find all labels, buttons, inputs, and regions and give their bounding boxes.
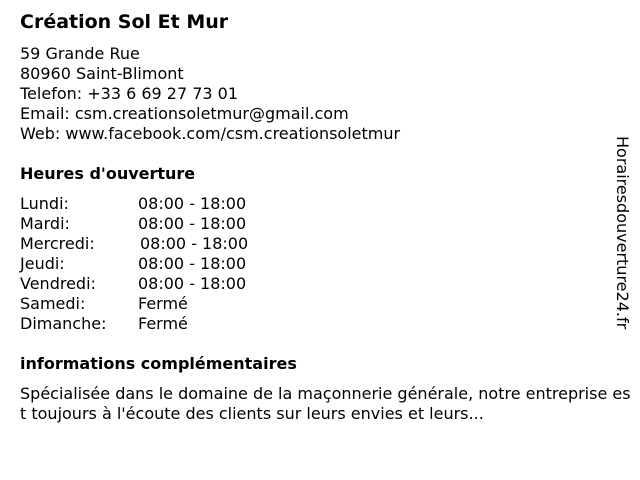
address-city: 80960 Saint-Blimont [20,64,184,83]
hours-day: Mercredi: [20,234,95,253]
hours-time: 08:00 - 18:00 [138,214,247,233]
web-line: Web: www.facebook.com/csm.creationsoletmur [20,124,401,143]
hours-time: 08:00 - 18:00 [138,254,247,273]
phone-line: Telefon: +33 6 69 27 73 01 [20,84,239,103]
additional-info-heading: informations complémentaires [20,354,297,373]
address-street: 59 Grande Rue [20,44,140,63]
opening-hours-heading: Heures d'ouverture [20,164,196,183]
hours-day: Samedi: [20,294,86,313]
hours-day: Vendredi: [20,274,96,293]
hours-time: 08:00 - 18:00 [138,194,247,213]
hours-day: Lundi: [20,194,69,213]
brand-watermark [612,136,632,372]
hours-time: 08:00 - 18:00 [140,234,249,253]
email-line: Email: csm.creationsoletmur@gmail.com [20,104,349,123]
contact-block [20,44,400,144]
hours-time: 08:00 - 18:00 [138,274,247,293]
brand-text: Horairesdouverture24.fr [613,136,632,330]
hours-day: Dimanche: [20,314,107,333]
business-name: Création Sol Et Mur [20,11,229,33]
hours-time: Fermé [138,314,188,333]
business-description: Spécialisée dans le domaine de la maçonnerie générale, notre entreprise est toujours à l'écoute des clients sur leurs envies et leurs... [20,384,631,423]
hours-day: Mardi: [20,214,70,233]
hours-day: Jeudi: [20,254,65,273]
hours-time: Fermé [138,294,188,313]
